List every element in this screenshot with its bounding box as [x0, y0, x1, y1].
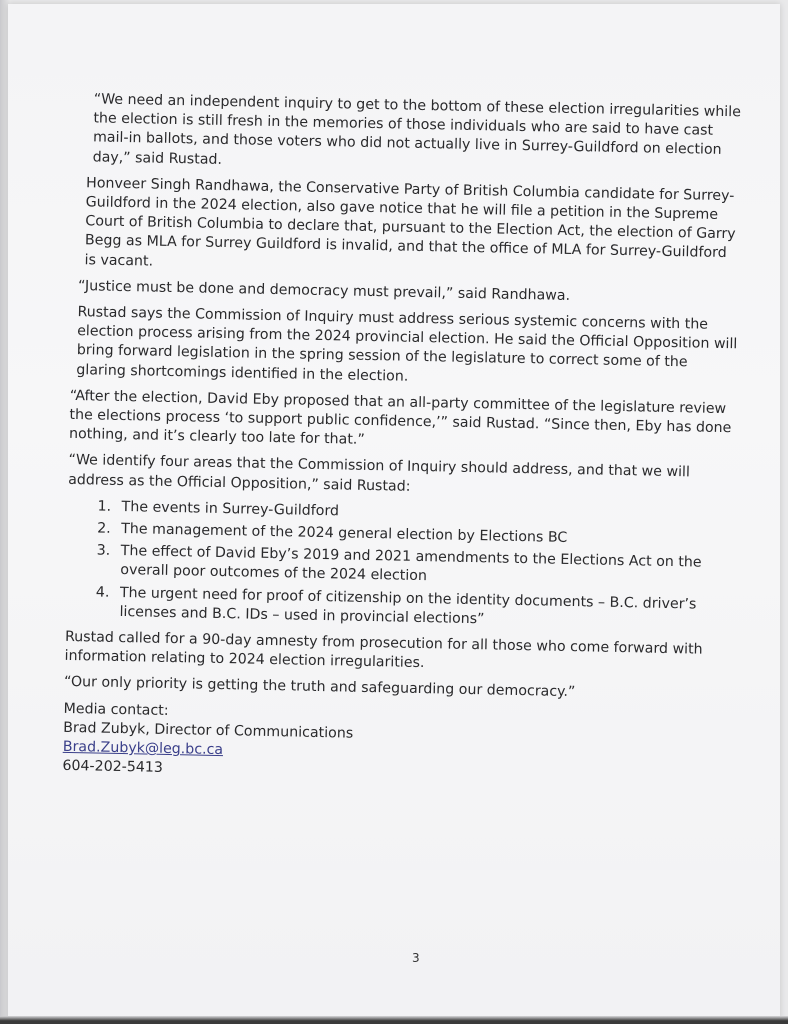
paragraph-randhawa-petition: Honveer Singh Randhawa, the Conservative Party of British Columbia candidate for Surrey-Guildford in the 2024 election, also gave notice that he will file a petition in the Supreme Court of British Columbia to declare that, pursuant to the Election Act, the election of Garry Begg as MLA for Surrey Guildford is invalid, and that the office of MLA for Surrey-Guildford is vacant.	[84, 175, 736, 270]
media-contact-email-link[interactable]: Brad.Zubyk@leg.bc.ca	[62, 738, 224, 759]
list-item: 1. The events in Surrey-Guildford	[115, 498, 735, 530]
four-areas-list	[65, 497, 735, 635]
page-number: 3	[412, 951, 420, 965]
paragraph-justice-quote: “Justice must be done and democracy must prevail,” said Randhawa.	[77, 277, 571, 304]
media-contact-block	[62, 700, 731, 790]
paragraph-priority-quote: “Our only priority is getting the truth and safeguarding our democracy.”	[63, 674, 576, 701]
media-contact-heading: Media contact:	[63, 700, 169, 719]
list-item: 2. The management of the 2024 general election by Elections BC	[115, 520, 735, 552]
paragraph-commission-concerns: Rustad says the Commission of Inquiry must address serious systemic concerns with the election process arising from the 2024 provincial election. He said the Official Opposition will bring forward legislation in the spring session of the legislature to correct some of the glaring shortcomings identified in the election.	[76, 304, 738, 385]
document-page	[8, 4, 780, 1020]
media-contact-phone: 604-202-5413	[62, 758, 164, 777]
paragraph-inquiry-quote: “We need an independent inquiry to get to the bottom of these election irregularities while the election is still fresh in the memories of those individuals who are said to have cast mail-in ballots, and those voters who did not actually live in Surrey-Guildford on election day,” said Rustad.	[92, 91, 742, 168]
list-item: 3. The effect of David Eby’s 2019 and 2021 amendments to the Elections Act on the overall poor outcomes of the 2024 election	[114, 542, 735, 593]
media-contact-name: Brad Zubyk, Director of Communications	[63, 719, 354, 742]
paragraph-amnesty: Rustad called for a 90-day amnesty from prosecution for all those who come forward with information relating to 2024 election irregularities.	[64, 628, 703, 672]
list-item: 4. The urgent need for proof of citizenship on the identity documents – B.C. driver’s licenses and B.C. IDs – used in provincial elections”	[113, 584, 734, 635]
page-bottom-edge	[0, 1016, 788, 1024]
press-release-body	[62, 90, 744, 790]
paragraph-eby-committee: “After the election, David Eby proposed that an all-party committee of the legislature review the elections process ‘to support public confidence,’” said Rustad. “Since then, Eby has done nothing, and it’s clearly too late for that.”	[68, 387, 732, 449]
paragraph-four-areas-intro: “We identify four areas that the Commission of Inquiry should address, and that we will address as the Official Opposition,” said Rustad:	[68, 452, 691, 495]
